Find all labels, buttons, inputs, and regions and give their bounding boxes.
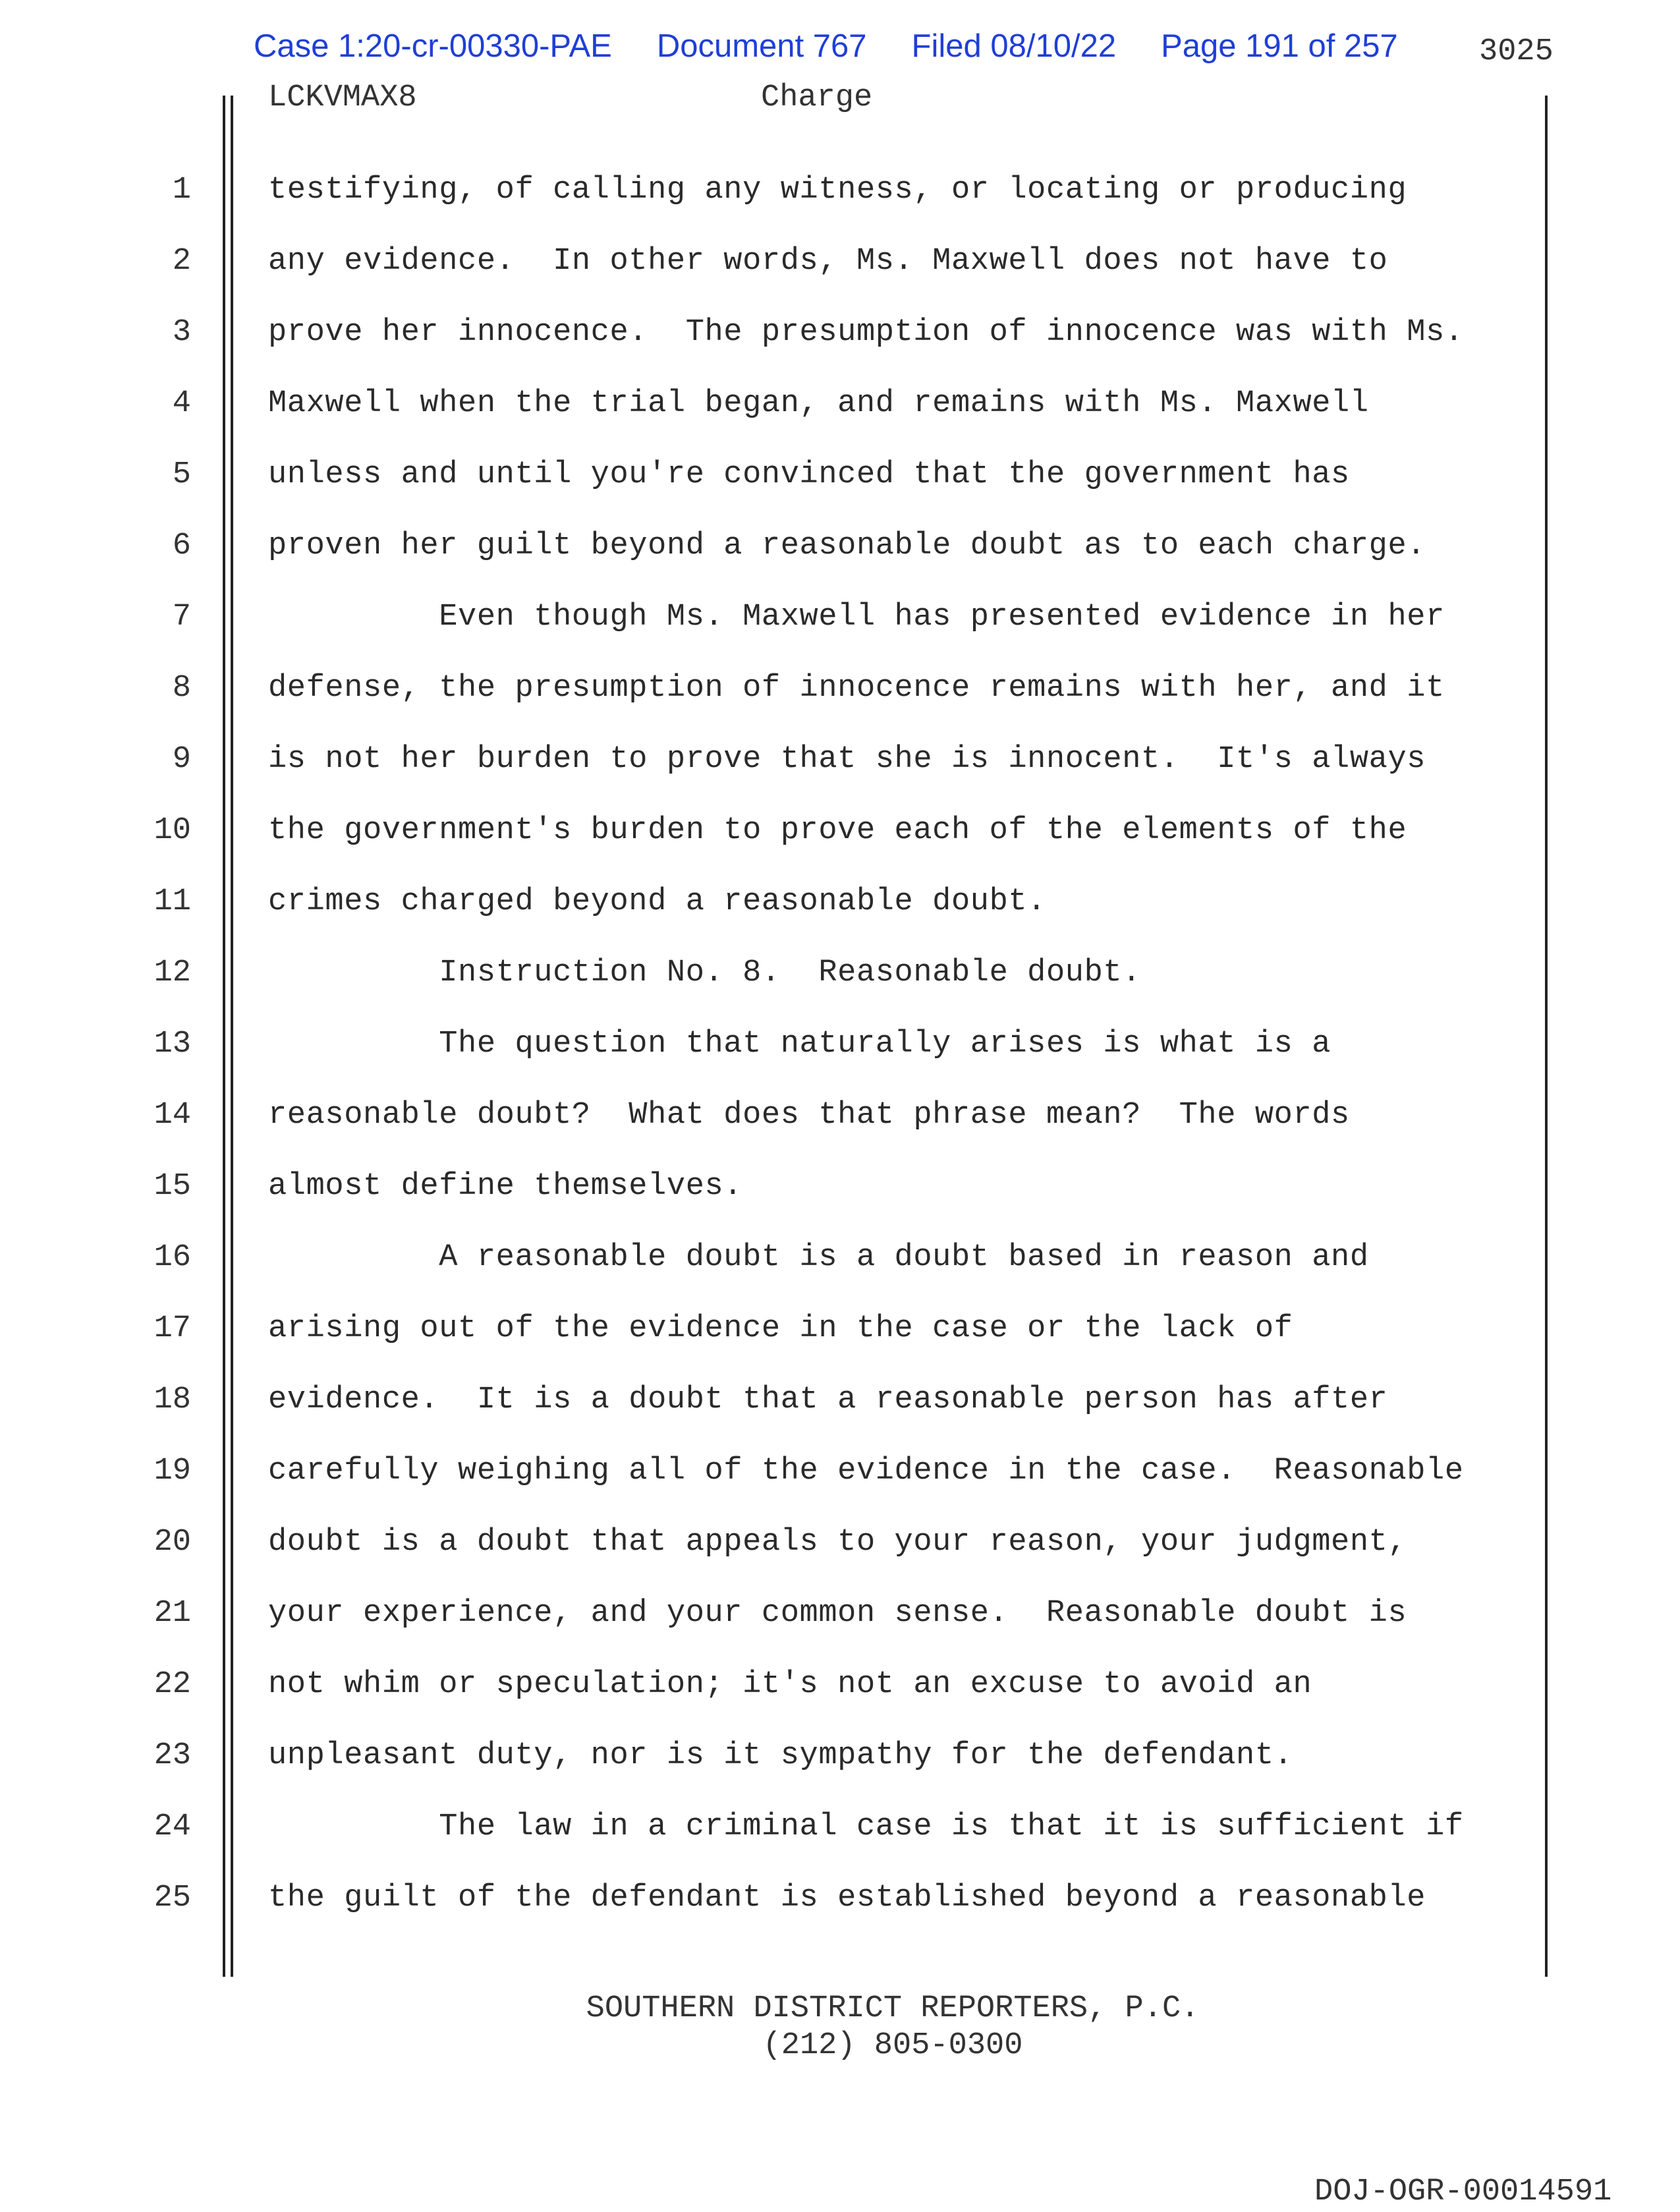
document-number: Document 767 bbox=[656, 28, 867, 64]
transcript-line: prove her innocence. The presumption of innocence was with Ms. bbox=[268, 315, 1464, 350]
transcript-line: Instruction No. 8. Reasonable doubt. bbox=[268, 955, 1142, 990]
transcript-line: evidence. It is a doubt that a reasonable person has after bbox=[268, 1382, 1388, 1417]
transcript-line: testifying, of calling any witness, or locating or producing bbox=[268, 173, 1407, 208]
transcript-line: reasonable doubt? What does that phrase mean? The words bbox=[268, 1098, 1350, 1133]
left-margin-rule-inner bbox=[231, 96, 233, 1977]
transcript-page-number: 3025 bbox=[1479, 34, 1554, 69]
page-count: Page 191 of 257 bbox=[1161, 28, 1398, 64]
transcript-line: Maxwell when the trial began, and remains with Ms. Maxwell bbox=[268, 386, 1369, 421]
line-number: 17 bbox=[154, 1311, 191, 1346]
line-number: 15 bbox=[154, 1169, 191, 1204]
filed-date: Filed 08/10/22 bbox=[911, 28, 1117, 64]
transcript-line: doubt is a doubt that appeals to your reason, your judgment, bbox=[268, 1525, 1407, 1560]
transcript-line: unpleasant duty, nor is it sympathy for the defendant. bbox=[268, 1738, 1293, 1773]
left-margin-rule-outer bbox=[223, 96, 225, 1977]
transcript-line: The law in a criminal case is that it is sufficient if bbox=[268, 1809, 1464, 1844]
line-number: 13 bbox=[154, 1027, 191, 1062]
line-number: 4 bbox=[172, 386, 191, 421]
line-number: 19 bbox=[154, 1454, 191, 1489]
case-number: Case 1:20-cr-00330-PAE bbox=[254, 28, 612, 64]
line-number: 2 bbox=[172, 244, 191, 279]
line-number: 22 bbox=[154, 1667, 191, 1702]
transcript-line: is not her burden to prove that she is innocent. It's always bbox=[268, 742, 1426, 777]
transcript-line: Even though Ms. Maxwell has presented evidence in her bbox=[268, 600, 1445, 635]
line-number: 20 bbox=[154, 1525, 191, 1560]
line-number: 16 bbox=[154, 1240, 191, 1275]
section-title: Charge bbox=[761, 80, 873, 115]
transcript-code: LCKVMAX8 bbox=[268, 80, 417, 115]
reporter-phone: (212) 805-0300 bbox=[762, 2028, 1023, 2063]
line-number: 11 bbox=[154, 884, 191, 919]
line-number: 1 bbox=[172, 173, 191, 208]
filing-stamp bbox=[254, 28, 1398, 74]
line-number: 8 bbox=[172, 671, 191, 706]
line-number: 12 bbox=[154, 955, 191, 990]
line-number: 10 bbox=[154, 813, 191, 848]
transcript-line: your experience, and your common sense. Reasonable doubt is bbox=[268, 1596, 1407, 1631]
line-number: 7 bbox=[172, 600, 191, 635]
transcript-line: almost define themselves. bbox=[268, 1169, 743, 1204]
transcript-line: A reasonable doubt is a doubt based in reason and bbox=[268, 1240, 1369, 1275]
transcript-line: proven her guilt beyond a reasonable doubt as to each charge. bbox=[268, 528, 1426, 563]
line-number: 6 bbox=[172, 528, 191, 563]
transcript-line: not whim or speculation; it's not an excuse to avoid an bbox=[268, 1667, 1312, 1702]
transcript-line: crimes charged beyond a reasonable doubt. bbox=[268, 884, 1046, 919]
line-number: 9 bbox=[172, 742, 191, 777]
line-number: 18 bbox=[154, 1382, 191, 1417]
transcript-line: defense, the presumption of innocence remains with her, and it bbox=[268, 671, 1445, 706]
bates-number: DOJ-OGR-00014591 bbox=[1314, 2174, 1612, 2209]
transcript-line: the guilt of the defendant is established beyond a reasonable bbox=[268, 1881, 1426, 1915]
line-number: 5 bbox=[172, 457, 191, 492]
transcript-line: any evidence. In other words, Ms. Maxwell does not have to bbox=[268, 244, 1388, 279]
reporter-name: SOUTHERN DISTRICT REPORTERS, P.C. bbox=[586, 1991, 1200, 2026]
transcript-line: the government's burden to prove each of the elements of the bbox=[268, 813, 1407, 848]
transcript-line: unless and until you're convinced that the government has bbox=[268, 457, 1350, 492]
line-number: 3 bbox=[172, 315, 191, 350]
transcript-line: carefully weighing all of the evidence in the case. Reasonable bbox=[268, 1454, 1464, 1489]
right-margin-rule bbox=[1545, 96, 1548, 1977]
line-number: 21 bbox=[154, 1596, 191, 1631]
line-number: 23 bbox=[154, 1738, 191, 1773]
line-number: 24 bbox=[154, 1809, 191, 1844]
transcript-line: arising out of the evidence in the case or the lack of bbox=[268, 1311, 1293, 1346]
line-number: 14 bbox=[154, 1098, 191, 1133]
line-number: 25 bbox=[154, 1881, 191, 1915]
transcript-line: The question that naturally arises is what is a bbox=[268, 1027, 1331, 1062]
